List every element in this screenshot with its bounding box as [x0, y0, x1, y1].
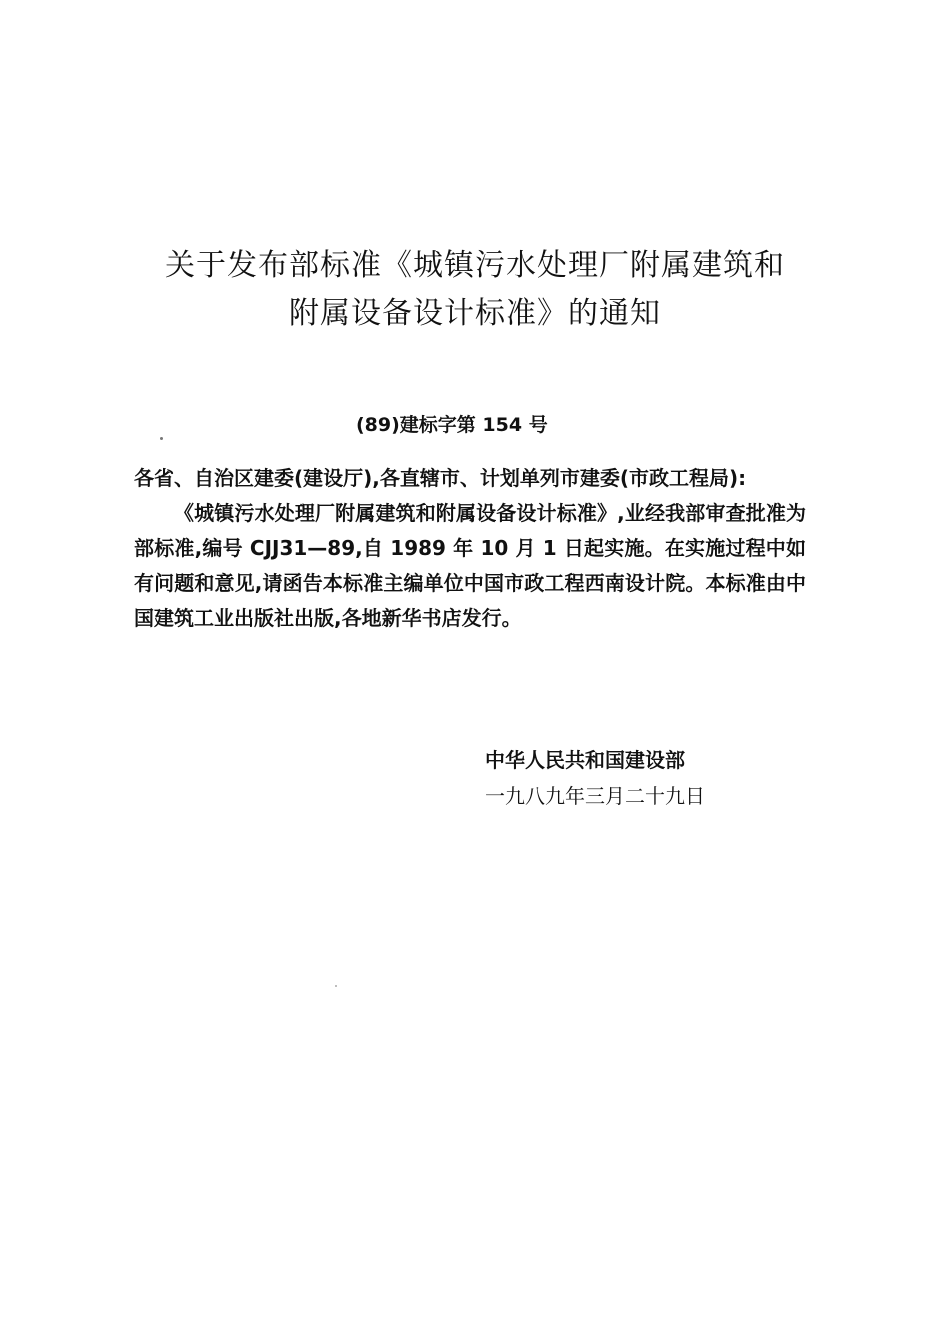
title-line-2: 附属设备设计标准》的通知 [289, 296, 661, 331]
issuing-organization: 中华人民共和国建设部 [485, 748, 685, 772]
title-line-1: 关于发布部标准《城镇污水处理厂附属建筑和 [165, 248, 785, 283]
signature-block [485, 742, 705, 814]
notice-title [0, 242, 950, 338]
addressee: 各省、自治区建委(建设厅),各直辖市、计划单列市建委(市政工程局): [134, 466, 747, 490]
scan-speck [160, 437, 163, 440]
document-number: (89)建标字第 154 号 [356, 414, 548, 436]
notice-body [134, 461, 806, 636]
scan-speck [335, 985, 337, 987]
issue-date: 一九八九年三月二十九日 [485, 784, 705, 808]
notice-paragraph: 《城镇污水处理厂附属建筑和附属设备设计标准》,业经我部审查批准为部标准,编号 CJJ31—89,自 1989 年 10 月 1 日起实施。在实施过程中如有问题和意见,请函告本标准主编单位中国市政工程西南设计院。本标准由中国建筑工业出版社出版,各地新华书店发行。 [134, 501, 806, 630]
